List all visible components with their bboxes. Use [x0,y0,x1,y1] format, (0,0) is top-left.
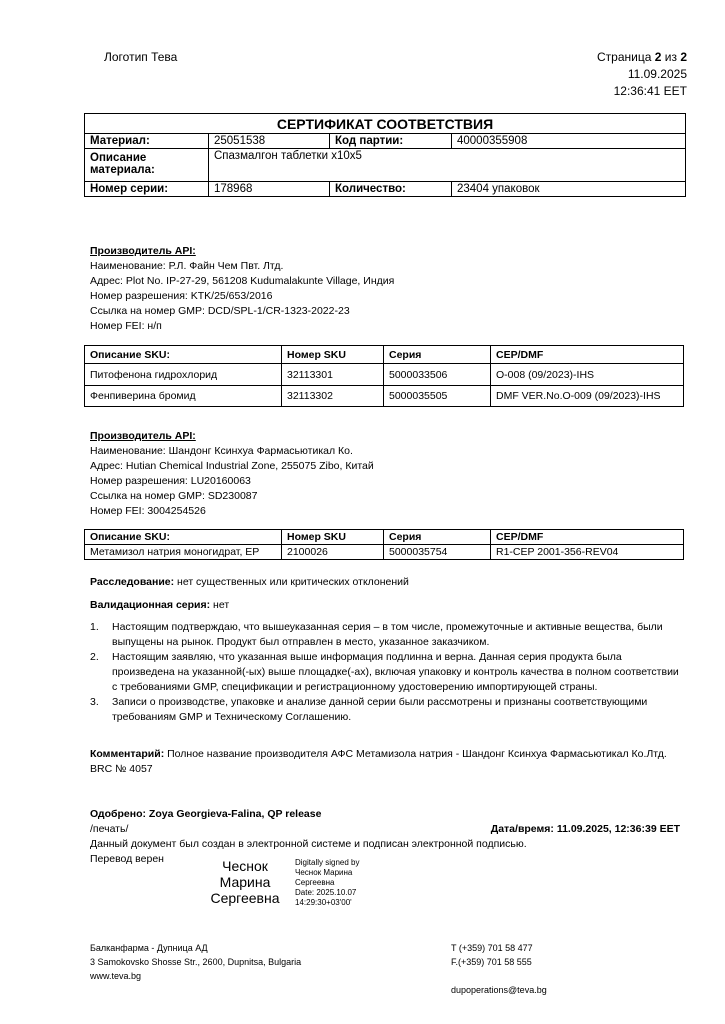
sku-table-2 [84,529,684,560]
api1-name: Наименование: Р.Л. Файн Чем Пвт. Лтд. [90,260,284,272]
cell-description: Питофенона гидрохлорид [85,364,282,386]
api2-address: Адрес: Hutian Chemical Industrial Zone, 255075 Zibo, Китай [90,460,374,472]
col-cep-dmf: CEP/DMF [491,530,684,545]
page-of: из [664,50,677,64]
footer-address: 3 Samokovsko Shosse Str., 2600, Dupnitsa, Bulgaria [90,957,302,967]
api1-heading: Производитель API: [90,245,196,257]
comment-value: Полное название производителя АФС Метамизола натрия - Шандонг Ксинхуа Фармасьютикал Ко.Лтд. [164,748,667,760]
cert-row-description [85,149,685,182]
col-sku-number: Номер SKU [282,530,384,545]
col-sku-number: Номер SKU [282,346,384,364]
cert-row-material [85,134,685,149]
quantity-value: 23404 упаковок [457,183,540,195]
footer-company [90,941,301,983]
quantity-label: Количество: [330,182,452,196]
signature-info-line: Сергеевна [295,878,335,887]
investigation-label: Расследование: [90,576,175,588]
col-sku-description: Описание SKU: [85,530,282,545]
signature-info-line: Чеснок Марина [295,868,353,877]
api1-address: Адрес: Plot No. IP-27-29, 561208 Kudumalakunte Village, Индия [90,275,395,287]
cell-series: 5000035505 [384,386,491,407]
page-number [597,49,687,66]
api2-gmp: Ссылка на номер GMP: SD230087 [90,490,258,502]
api1-fei: Номер FEI: н/п [90,320,162,332]
approval-line [90,807,680,822]
list-item [84,620,684,650]
cell-series: 5000035754 [384,545,491,560]
comment-line [90,747,680,762]
table-row [85,386,684,407]
list-number: 2. [90,651,99,663]
comment-label: Комментарий: [90,748,165,760]
list-number: 1. [90,621,99,633]
signature-name-line: Чеснок [222,858,268,874]
electronic-note: Данный документ был создан в электронной системе и подписан электронной подписью. [90,838,527,850]
header-time: 12:36:41 EET [613,84,687,98]
comment-block [90,747,680,777]
table-row [85,545,684,560]
translation-note: Перевод верен [90,853,164,865]
material-label: Материал: [85,134,209,148]
cell-description: Метамизол натрия моногидрат, EP [85,545,282,560]
batch-label: Код партии: [330,134,452,148]
list-number: 3. [90,696,99,708]
investigation-line [90,575,409,590]
material-value: 25051538 [209,134,330,148]
approval-label: Одобрено: [90,808,146,820]
statements-list [84,620,684,725]
sku-table-1 [84,345,684,407]
cert-row-series [85,182,685,196]
signature-info-line: Digitally signed by [295,858,360,867]
cell-sku: 2100026 [282,545,384,560]
api2-permit: Номер разрешения: LU20160063 [90,475,251,487]
cell-cep-dmf: DMF VER.No.O-009 (09/2023)-IHS [491,386,684,407]
table-header-row [85,346,684,364]
list-text: Настоящим заявляю, что указанная выше информация подлинна и верна. Данная серия продукта была произведена на указанной(-ых) выше площадке(-ах), включая упаковку и контроль качества в полном соответствии с требованиями GMP, спецификации и регистрационному удостоверению импортирующей страны. [112,651,679,693]
list-text: Записи о производстве, упаковке и анализе данной серии были рассмотрены и признаны соответствующими требованиям GMP и Техническому Соглашению. [112,696,648,723]
validation-value: нет [210,599,230,611]
investigation-value: нет существенных или критических отклонений [174,576,409,588]
signature-info [295,858,359,908]
page-total: 2 [680,50,687,64]
footer-email[interactable]: dupoperations@teva.bg [451,985,547,995]
cell-cep-dmf: O-008 (09/2023)-IHS [491,364,684,386]
description-label: Описание материала: [85,149,209,181]
footer-contacts [451,941,547,997]
cell-series: 5000033506 [384,364,491,386]
cell-sku: 32113302 [282,386,384,407]
logo-placeholder: Логотип Тева [104,50,178,64]
validation-label: Валидационная серия: [90,599,211,611]
footer-phone: T (+359) 701 58 477 [451,943,533,953]
table-row [85,364,684,386]
api2-name: Наименование: Шандонг Ксинхуа Фармасьютикал Ко. [90,445,353,457]
footer-fax: F.(+359) 701 58 555 [451,957,532,967]
col-sku-description: Описание SKU: [85,346,282,364]
api1-permit: Номер разрешения: KTK/25/653/2016 [90,290,273,302]
cell-cep-dmf: R1-CEP 2001-356-REV04 [491,545,684,560]
approval-datetime: Дата/время: 11.09.2025, 12:36:39 EET [490,823,680,835]
signature-name-line: Сергеевна [210,890,280,906]
series-label: Номер серии: [85,182,209,196]
table-header-row [85,530,684,545]
description-value: Спазмалгон таблетки x10x5 [214,150,362,162]
approval-block [90,807,680,867]
certificate-title: СЕРТИФИКАТ СООТВЕТСТВИЯ [85,114,685,134]
footer-company-name: Балканфарма - Дупница АД [90,943,208,953]
list-item [84,650,684,695]
api2-fei: Номер FEI: 3004254526 [90,505,206,517]
validation-line [90,598,229,613]
cell-sku: 32113301 [282,364,384,386]
brc-number: BRC № 4057 [90,763,153,775]
page-header-info [597,49,687,100]
api1-gmp: Ссылка на номер GMP: DCD/SPL-1/CR-1323-2022-23 [90,305,350,317]
page-current: 2 [654,50,662,64]
stamp-text: /печать/ [90,823,129,835]
list-item [84,695,684,725]
api-manufacturer-1 [90,244,394,334]
signature-name [204,858,286,906]
signature-name-line: Марина [219,874,271,890]
header-date: 11.09.2025 [627,67,687,81]
batch-value: 40000355908 [457,135,528,147]
col-cep-dmf: CEP/DMF [491,346,684,364]
list-text: Настоящим подтверждаю, что вышеуказанная серия – в том числе, промежуточные и активные вещества, были выпущены на рынок. Продукт был отправлен в место, указанное заказчиком. [112,621,663,648]
page-prefix: Страница [596,50,652,64]
signature-info-line: 14:29:30+03'00' [295,898,352,907]
certificate-table [84,113,686,197]
signature-info-line: Date: 2025.10.07 [295,888,357,897]
footer-website[interactable]: www.teva.bg [90,971,142,981]
api2-heading: Производитель API: [90,430,196,442]
series-value: 178968 [209,182,330,196]
stamp-line [90,822,680,837]
api-manufacturer-2 [90,429,374,519]
col-series: Серия [384,530,491,545]
cell-description: Фенпиверина бромид [85,386,282,407]
col-series: Серия [384,346,491,364]
approval-value: Zoya Georgieva-Falina, QP release [145,808,322,820]
